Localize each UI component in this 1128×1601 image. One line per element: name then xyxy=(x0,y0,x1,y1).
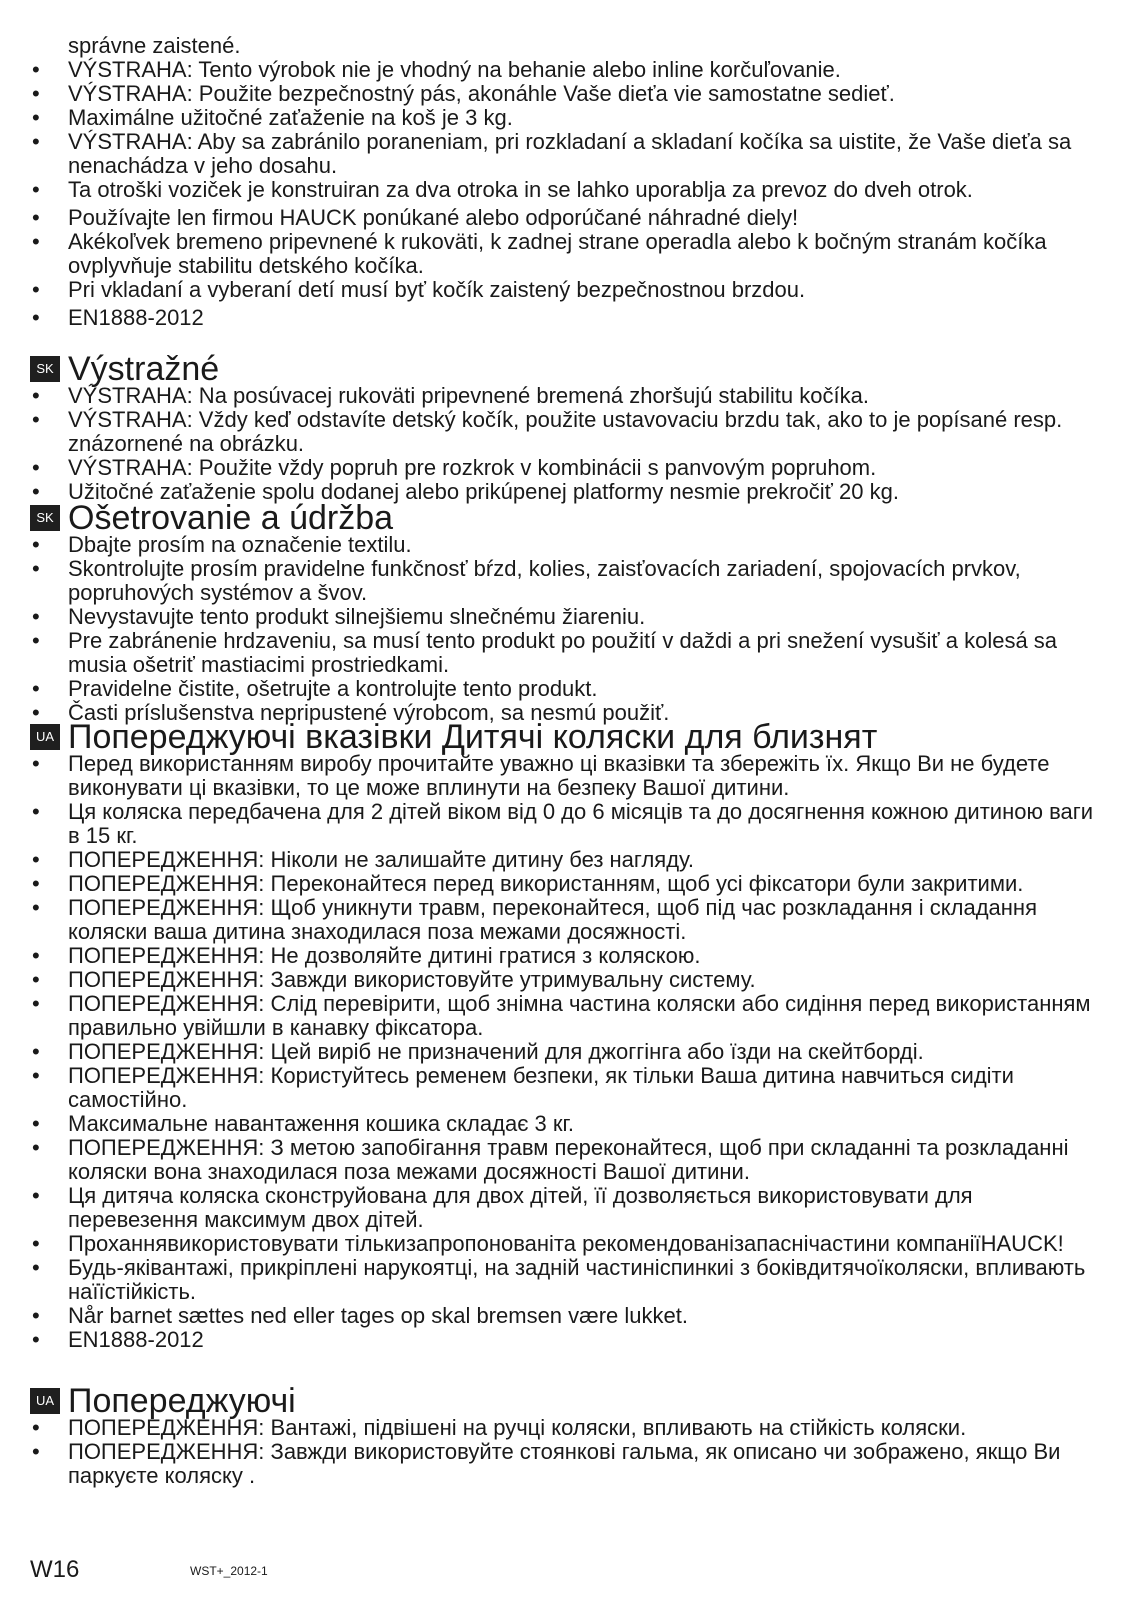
list-item: • Максимальне навантаження кошика складає 3 кг. xyxy=(30,1112,1108,1136)
ua-warnings-section xyxy=(30,718,1108,1352)
warning-list xyxy=(30,58,1108,330)
section-title: Ošetrovanie a údržba xyxy=(68,499,394,537)
section-heading xyxy=(30,499,1108,537)
warning-list xyxy=(30,384,1108,504)
list-item: • Používajte len firmou HAUCK ponúkané alebo odporúčané náhradné diely! xyxy=(30,206,1108,230)
list-item: • Ta otroški voziček je konstruiran za dva otroka in se lahko uporablja za prevoz do dveh otrok. xyxy=(30,178,1108,206)
warning-list xyxy=(30,1416,1108,1488)
list-item: • VÝSTRAHA: Aby sa zabránilo poraneniam, pri rozkladaní a skladaní kočíka sa uistite, že Vaše dieťa sa nenachádza v jeho dosahu. xyxy=(30,130,1108,178)
list-item: • Проханнявикористовувати тількизапропонованіта рекомендованізапаснічастини компаніїHAUCK! xyxy=(30,1232,1108,1256)
list-item: • VÝSTRAHA: Vždy keď odstavíte detský kočík, použite ustavovaciu brzdu tak, ako to je popísané resp. znázornené na obrázku. xyxy=(30,408,1108,456)
list-item: • ПОПЕРЕДЖЕННЯ: Завжди використовуйте утримувальну систему. xyxy=(30,968,1108,992)
list-item: • Pravidelne čistite, ošetrujte a kontrolujte tento produkt. xyxy=(30,677,1108,701)
section-title: Попереджуючі xyxy=(68,1382,296,1420)
language-badge: UA xyxy=(30,724,60,750)
section-heading xyxy=(30,718,1108,756)
list-item: • ПОПЕРЕДЖЕННЯ: Вантажі, підвішені на ручці коляски, впливають на стійкість коляски. xyxy=(30,1416,1108,1440)
list-item: • VÝSTRAHA: Tento výrobok nie je vhodný na behanie alebo inline korčuľovanie. xyxy=(30,58,1108,82)
list-item: • Når barnet sættes ned eller tages op skal bremsen være lukket. xyxy=(30,1304,1108,1328)
list-item: • ПОПЕРЕДЖЕННЯ: Завжди використовуйте стоянкові гальма, як описано чи зображено, якщо Ви паркуєте коляску . xyxy=(30,1440,1108,1488)
page-footer xyxy=(30,1554,430,1586)
sk-warnings-section xyxy=(30,350,1108,504)
sk-continued-warnings xyxy=(30,34,1108,330)
continued-text: správne zaistené. xyxy=(68,33,241,58)
list-item: • EN1888-2012 xyxy=(30,1328,1108,1352)
list-item: • Ця дитяча коляска сконструйована для двох дітей, її дозволяється використовувати для перевезення максимум двох дітей. xyxy=(30,1184,1108,1232)
list-item: • ПОПЕРЕДЖЕННЯ: Не дозволяйте дитині гратися з коляскою. xyxy=(30,944,1108,968)
list-item: • Dbajte prosím na označenie textilu. xyxy=(30,533,1108,557)
care-list xyxy=(30,533,1108,725)
section-heading xyxy=(30,350,1108,388)
list-item: • ПОПЕРЕДЖЕННЯ: Слід перевірити, щоб знімна частина коляски або сидіння перед використанням правильно увійшли в канавку фіксатора. xyxy=(30,992,1108,1040)
section-heading xyxy=(30,1382,1108,1420)
language-badge: SK xyxy=(30,356,60,382)
ua-short-warnings-section xyxy=(30,1382,1108,1488)
list-item: • VÝSTRAHA: Použite bezpečnostný pás, akonáhle Vaše dieťa vie samostatne sedieť. xyxy=(30,82,1108,106)
language-badge: SK xyxy=(30,505,60,531)
sk-care-section xyxy=(30,499,1108,725)
list-item: • Будь-яківантажі, прикріплені нарукоятці, на задній частиніспинкиі з боківдитячоїколяски, впливають наїїстійкість. xyxy=(30,1256,1108,1304)
document-code: WST+_2012-1 xyxy=(190,1564,268,1578)
page-number: W16 xyxy=(30,1556,80,1583)
list-item: • EN1888-2012 xyxy=(30,306,1108,330)
list-item: • Pri vkladaní a vyberaní detí musí byť kočík zaistený bezpečnostnou brzdou. xyxy=(30,278,1108,306)
list-item: • Časti príslušenstva nepripustené výrobcom, sa nesmú použiť. xyxy=(30,701,1108,725)
list-item: • ПОПЕРЕДЖЕННЯ: Користуйтесь ременем безпеки, як тільки Ваша дитина навчиться сидіти самостійно. xyxy=(30,1064,1108,1112)
list-item: • Užitočné zaťaženie spolu dodanej alebo prikúpenej platformy nesmie prekročiť 20 kg. xyxy=(30,480,1108,504)
language-badge: UA xyxy=(30,1388,60,1414)
list-item: • Ця коляска передбачена для 2 дітей віком від 0 до 6 місяців та до досягнення кожною дитиною ваги в 15 кг. xyxy=(30,800,1108,848)
list-item: • Nevystavujte tento produkt silnejšiemu slnečnému žiareniu. xyxy=(30,605,1108,629)
section-title: Попереджуючі вказівки Дитячі коляски для близнят xyxy=(68,718,878,756)
list-item: • VÝSTRAHA: Použite vždy popruh pre rozkrok v kombinácii s panvovým popruhom. xyxy=(30,456,1108,480)
list-item: • ПОПЕРЕДЖЕННЯ: Ніколи не залишайте дитину без нагляду. xyxy=(30,848,1108,872)
list-item: • Maximálne užitočné zaťaženie na koš je 3 kg. xyxy=(30,106,1108,130)
list-item: • ПОПЕРЕДЖЕННЯ: З метою запобігання травм переконайтеся, щоб при складанні та розкладанні коляски вона знаходилася поза межами досяжності Вашої дитини. xyxy=(30,1136,1108,1184)
list-item: • ПОПЕРЕДЖЕННЯ: Переконайтеся перед використанням, щоб усі фіксатори були закритими. xyxy=(30,872,1108,896)
list-item: • Перед використанням виробу прочитайте уважно ці вказівки та збережіть їх. Якщо Ви не будете виконувати ці вказівки, то це може вплинути на безпеку Вашої дитини. xyxy=(30,752,1108,800)
list-item: • ПОПЕРЕДЖЕННЯ: Щоб уникнути травм, переконайтеся, щоб під час розкладання і складання коляски ваша дитина знаходилася поза межами досяжності. xyxy=(30,896,1108,944)
section-title: Výstražné xyxy=(68,350,220,388)
list-item: • Skontrolujte prosím pravidelne funkčnosť bŕzd, kolies, zaisťovacích zariadení, spojovacích prvkov, popruhových systémov a švov. xyxy=(30,557,1108,605)
list-item: • Pre zabránenie hrdzaveniu, sa musí tento produkt po použití v daždi a pri snežení vysušiť a kolesá sa musia ošetriť mastiacimi prostriedkami. xyxy=(30,629,1108,677)
list-item: • VÝSTRAHA: Na posúvacej rukoväti pripevnené bremená zhoršujú stabilitu kočíka. xyxy=(30,384,1108,408)
warning-list xyxy=(30,752,1108,1352)
list-item: • Akékoľvek bremeno pripevnené k rukoväti, k zadnej strane operadla alebo k bočným stranám kočíka ovplyvňuje stabilitu detského kočíka. xyxy=(30,230,1108,278)
list-item: • ПОПЕРЕДЖЕННЯ: Цей виріб не призначений для джоггінга або їзди на скейтборді. xyxy=(30,1040,1108,1064)
